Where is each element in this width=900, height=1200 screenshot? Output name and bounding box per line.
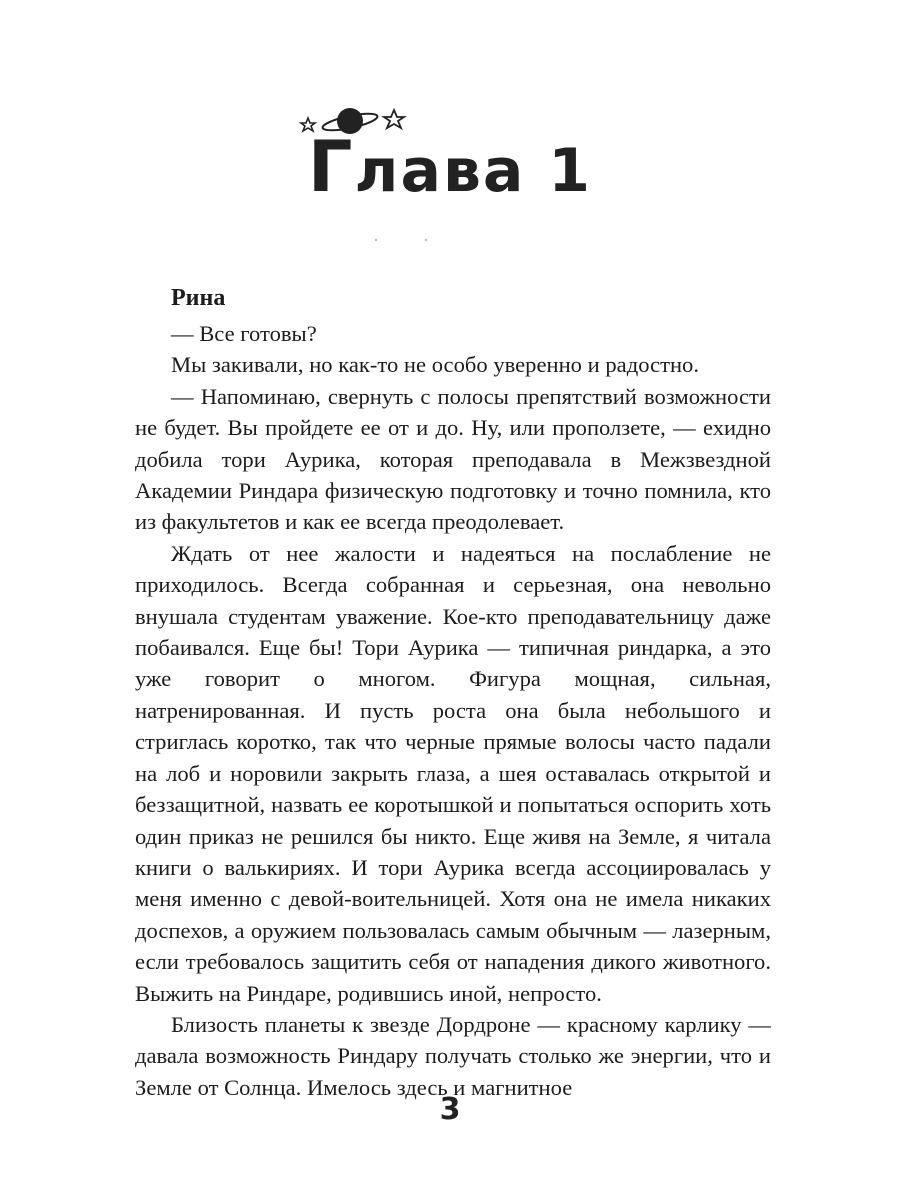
- paragraph: — Напоминаю, свернуть с полосы препятствий возможности не будет. Вы пройдете ее от и до. Ну, или проползете, — ехидно добила тори Аурика, которая преподавала в Межзвездной Академии Риндара физическую подготовку и точно помнила, кто из факультетов и как ее всегда преодолевает.: [135, 383, 771, 535]
- chapter-title: [0, 126, 900, 208]
- paragraph: Ждать от нее жалости и надеяться на послабление не приходилось. Всегда собранная и серьезная, она невольно внушала студентам уважение. Кое-кто преподавательницу даже побаивался. Еще бы! Тори Аурика — типичная риндарка, а это уже говорит о многом. Фигура мощная, сильная, натренированная. И пусть роста она была небольшого и стриглась коротко, так что черные прямые волосы часто падали на лоб и норовили закрыть глаза, а шея оставалась открытой и беззащитной, назвать ее коротышкой и попытаться оспорить хоть один приказ не решился бы никто. Еще живя на Земле, я читала книги о валькириях. И тори Аурика всегда ассоциировалась у меня именно с девой-воительницей. Хотя она не имела никаких доспехов, а оружием пользовалась самым обычным — лазерным, если требовалось защитить себя от нападения дикого животного. Выжить на Риндаре, родившись иной, непросто.: [135, 540, 771, 1006]
- paragraph: — Все готовы?: [171, 321, 317, 346]
- paragraph: Близость планеты к звезде Дордроне — красному карлику — давала возможность Риндару получать столько же энергии, что и Земле от Солнца. Имелось здесь и магнитное: [135, 1011, 771, 1100]
- chapter-text: [135, 282, 771, 1103]
- chapter-title-initial: Г: [307, 126, 355, 208]
- chapter-title-rest: лава 1: [354, 136, 593, 206]
- paragraph: Мы закивали, но как-то не особо уверенно и радостно.: [171, 352, 699, 378]
- decorative-dots: [372, 238, 432, 242]
- page-number: 3: [439, 1092, 461, 1127]
- pov-character-name: Рина: [171, 285, 226, 311]
